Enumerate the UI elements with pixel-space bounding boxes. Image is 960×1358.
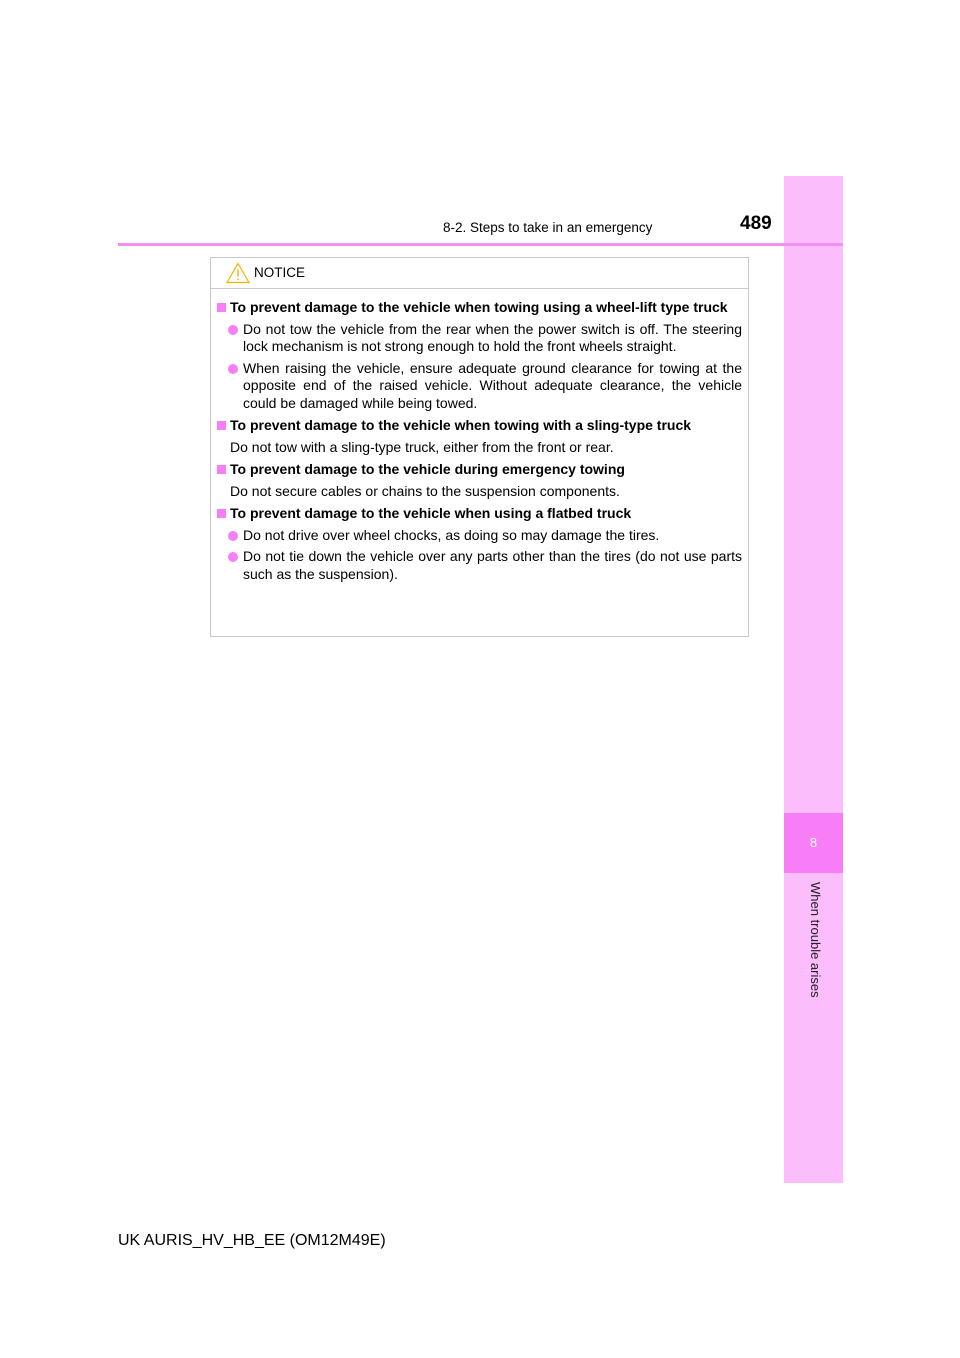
- notice-body: [217, 299, 742, 583]
- square-bullet-icon: [217, 465, 226, 474]
- list-item: Do not tow the vehicle from the rear when the power switch is off. The steering lock mechanism is not strong enough to hold the front wheels straight.: [217, 321, 742, 356]
- notice-title: NOTICE: [254, 265, 306, 280]
- list-item: Do not drive over wheel chocks, as doing so may damage the tires.: [217, 527, 742, 545]
- chapter-side-tab: [784, 176, 843, 1183]
- section-heading-flatbed: To prevent damage to the vehicle when using a flatbed truck: [217, 505, 742, 523]
- page-number: 489: [740, 213, 772, 234]
- circle-bullet-icon: [228, 552, 238, 562]
- section-heading-emergency-towing: To prevent damage to the vehicle during emergency towing: [217, 461, 742, 479]
- section-heading-sling-type: To prevent damage to the vehicle when towing with a sling-type truck: [217, 417, 742, 435]
- notice-header: [211, 258, 748, 289]
- circle-bullet-icon: [228, 325, 238, 335]
- square-bullet-icon: [217, 303, 226, 312]
- section-heading-wheel-lift: To prevent damage to the vehicle when towing using a wheel-lift type truck: [217, 299, 742, 317]
- list-item: Do not tie down the vehicle over any parts other than the tires (do not use parts such as the suspension).: [217, 548, 742, 583]
- chapter-number: 8: [809, 835, 818, 850]
- square-bullet-icon: [217, 509, 226, 518]
- circle-bullet-icon: [228, 531, 238, 541]
- circle-bullet-icon: [228, 364, 238, 374]
- section-text: Do not tow with a sling-type truck, either from the front or rear.: [230, 438, 614, 455]
- chapter-label: When trouble arises: [808, 882, 823, 998]
- chapter-number-tab[interactable]: [784, 813, 843, 873]
- footer-model-code: UK AURIS_HV_HB_EE (OM12M49E): [118, 1232, 386, 1249]
- header-rule: [118, 243, 843, 246]
- square-bullet-icon: [217, 421, 226, 430]
- warning-triangle-icon: [226, 262, 250, 284]
- notice-box: [210, 257, 749, 637]
- list-item: When raising the vehicle, ensure adequate ground clearance for towing at the opposite end of the raised vehicle. Without adequate clearance, the vehicle could be damaged while being towed.: [217, 360, 742, 413]
- section-text: Do not secure cables or chains to the suspension components.: [230, 482, 620, 499]
- section-title: 8-2. Steps to take in an emergency: [443, 220, 653, 235]
